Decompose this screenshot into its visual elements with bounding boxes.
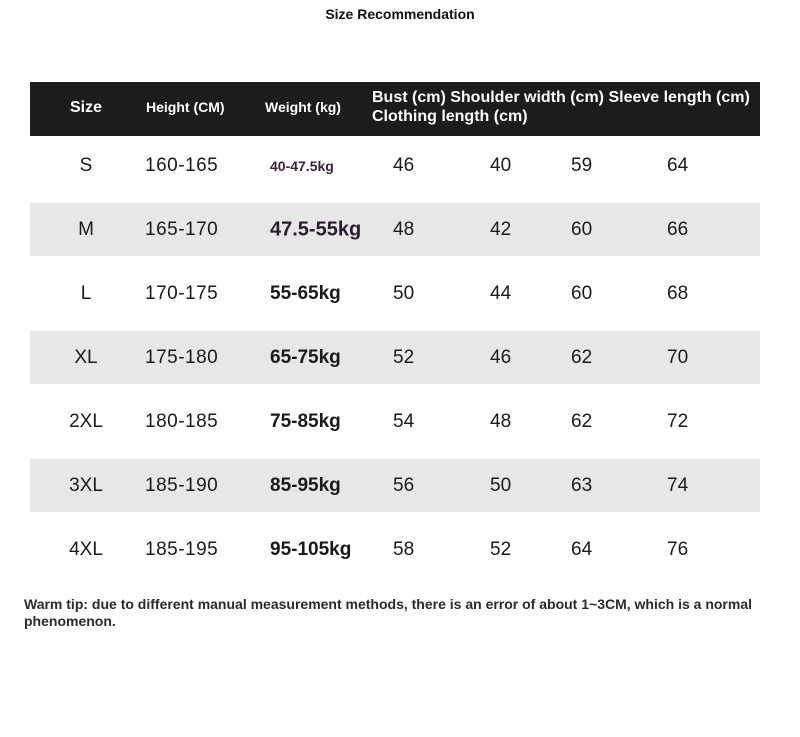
cell-shoulder: 52 bbox=[490, 538, 512, 560]
cell-shoulder: 46 bbox=[490, 346, 512, 368]
cell-sleeve: 60 bbox=[571, 218, 593, 240]
header-size: Size bbox=[70, 99, 103, 116]
cell-sleeve: 62 bbox=[571, 410, 593, 432]
page-title: Size Recommendation bbox=[325, 6, 475, 22]
table-row bbox=[30, 267, 760, 320]
table-row bbox=[30, 395, 760, 448]
cell-bust: 52 bbox=[393, 346, 415, 368]
cell-bust: 54 bbox=[393, 410, 415, 432]
cell-shoulder: 42 bbox=[490, 218, 512, 240]
header-clothing-length: Clothing length (cm) bbox=[372, 108, 528, 125]
warm-tip-note: Warm tip: due to different manual measurement methods, there is an error of about 1~3CM, which is a normal phenomenon. bbox=[24, 596, 753, 629]
header-measurements: Bust (cm) Shoulder width (cm) Sleeve length (cm) bbox=[372, 89, 750, 106]
cell-length: 72 bbox=[667, 410, 689, 432]
cell-shoulder: 50 bbox=[490, 474, 512, 496]
cell-height: 170-175 bbox=[145, 282, 219, 304]
cell-shoulder: 48 bbox=[490, 410, 512, 432]
cell-sleeve: 62 bbox=[571, 346, 593, 368]
cell-length: 70 bbox=[667, 346, 689, 368]
cell-length: 74 bbox=[667, 474, 689, 496]
cell-size: S bbox=[79, 154, 93, 176]
cell-size: XL bbox=[74, 346, 98, 368]
cell-weight: 55-65kg bbox=[270, 282, 341, 304]
cell-height: 165-170 bbox=[145, 218, 219, 240]
cell-size: 3XL bbox=[69, 474, 103, 496]
cell-sleeve: 64 bbox=[571, 538, 593, 560]
cell-weight: 85-95kg bbox=[270, 474, 341, 496]
cell-size: M bbox=[78, 218, 94, 240]
cell-weight: 65-75kg bbox=[270, 346, 341, 368]
cell-size: 2XL bbox=[69, 410, 103, 432]
cell-shoulder: 44 bbox=[490, 282, 512, 304]
cell-length: 66 bbox=[667, 218, 689, 240]
cell-height: 160-165 bbox=[145, 154, 219, 176]
table-row bbox=[30, 523, 760, 576]
cell-sleeve: 59 bbox=[571, 154, 593, 176]
table-row bbox=[30, 459, 760, 512]
cell-length: 68 bbox=[667, 282, 689, 304]
table-header bbox=[30, 82, 760, 136]
cell-length: 76 bbox=[667, 538, 689, 560]
cell-weight: 40-47.5kg bbox=[270, 157, 334, 174]
cell-height: 175-180 bbox=[145, 346, 219, 368]
cell-shoulder: 40 bbox=[490, 154, 512, 176]
cell-height: 185-190 bbox=[145, 474, 219, 496]
header-height: Height (CM) bbox=[146, 99, 225, 115]
size-table bbox=[30, 82, 760, 576]
cell-sleeve: 63 bbox=[571, 474, 593, 496]
table-row bbox=[30, 331, 760, 384]
cell-size: L bbox=[80, 282, 92, 304]
cell-bust: 46 bbox=[393, 154, 415, 176]
cell-height: 185-195 bbox=[145, 538, 219, 560]
cell-bust: 58 bbox=[393, 538, 415, 560]
cell-weight: 75-85kg bbox=[270, 410, 341, 432]
cell-bust: 50 bbox=[393, 282, 415, 304]
table-row bbox=[30, 139, 760, 192]
cell-height: 180-185 bbox=[145, 410, 219, 432]
cell-weight: 47.5-55kg bbox=[270, 218, 362, 240]
header-weight: Weight (kg) bbox=[265, 99, 341, 115]
cell-length: 64 bbox=[667, 154, 689, 176]
cell-bust: 48 bbox=[393, 218, 415, 240]
cell-weight: 95-105kg bbox=[270, 538, 352, 560]
cell-size: 4XL bbox=[69, 538, 103, 560]
table-row bbox=[30, 203, 760, 256]
cell-sleeve: 60 bbox=[571, 282, 593, 304]
cell-bust: 56 bbox=[393, 474, 415, 496]
